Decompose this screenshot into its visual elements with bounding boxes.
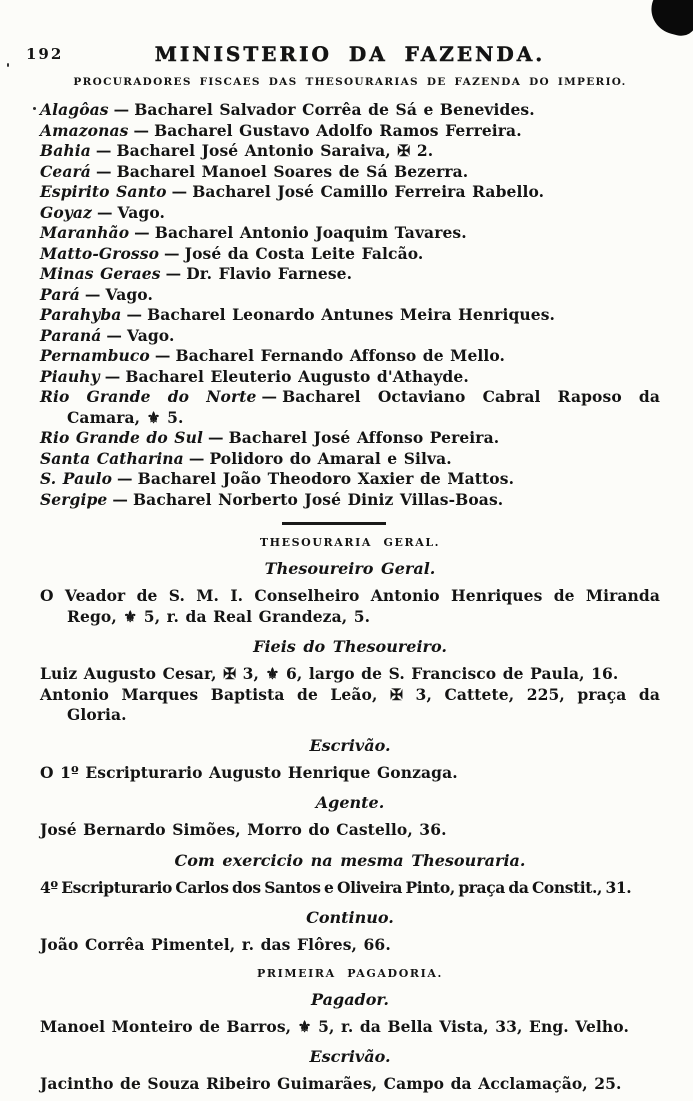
role-heading: Thesoureiro Geral. xyxy=(264,559,436,578)
province-name: Rio Grande do Sul xyxy=(40,428,203,447)
province-entry xyxy=(40,326,660,347)
subsection-continuo xyxy=(40,908,660,956)
province-name: Pará xyxy=(40,284,80,304)
dash: — xyxy=(117,469,133,488)
person-line: O 1º Escripturario Augusto Henrique Gonzaga. xyxy=(40,762,458,782)
dash: — xyxy=(261,387,278,406)
dash: — xyxy=(96,202,113,222)
dash: — xyxy=(104,366,121,386)
entry-text: Bacharel Norberto José Diniz Villas-Boas. xyxy=(132,489,504,509)
dash: — xyxy=(112,489,128,509)
entry-text: Bacharel José Camillo Ferreira Rabello. xyxy=(192,182,545,201)
dash: — xyxy=(95,161,112,181)
province-entry xyxy=(40,387,660,428)
person-line: Jacintho de Souza Ribeiro Guimarães, Campo da Acclamação, 25. xyxy=(40,1074,622,1093)
entry-text: Vago. xyxy=(127,325,175,345)
dash: — xyxy=(164,243,180,263)
province-entry xyxy=(40,346,660,367)
province-entry xyxy=(40,305,660,326)
province-entry xyxy=(40,162,660,183)
subsection-pagador xyxy=(40,990,660,1038)
entry-text: Vago. xyxy=(117,202,165,222)
subsection-escrivao-2 xyxy=(40,1047,660,1095)
entry-text: Bacharel Fernando Affonso de Mello. xyxy=(175,346,506,365)
dash: — xyxy=(154,346,171,365)
subsection-agente xyxy=(40,793,660,841)
province-name: Paraná xyxy=(40,325,102,345)
province-name: Goyaz xyxy=(40,202,92,222)
dash: — xyxy=(113,100,130,119)
province-entry xyxy=(40,490,660,511)
province-name: Maranhão xyxy=(40,223,130,242)
subsection-fieis-do-thesoureiro xyxy=(40,637,660,726)
province-name: Alagôas xyxy=(40,100,109,119)
page-number: 192 xyxy=(26,45,64,63)
dash: — xyxy=(171,182,188,201)
province-entry xyxy=(40,428,660,449)
province-name: Bahia xyxy=(40,141,91,160)
dash: — xyxy=(126,305,143,324)
entry-text: Bacharel Manoel Soares de Sá Bezerra. xyxy=(116,161,469,181)
person-line: 4º Escripturario Carlos dos Santos e Oliveira Pinto, praça da Constit., 31. xyxy=(40,877,632,897)
province-name: Matto-Grosso xyxy=(40,243,160,263)
person-line: O Veador de S. M. I. Conselheiro Antonio Henriques de Miranda Rego, ⚜ 5, r. da Real Grandeza, 5. xyxy=(40,586,660,626)
section-title-procuradores: PROCURADORES FISCAES DAS THESOURARIAS DE FAZENDA DO IMPERIO. xyxy=(73,76,627,88)
subsection-com-exercicio xyxy=(40,851,660,899)
province-entry xyxy=(40,367,660,388)
dash: — xyxy=(84,284,101,304)
province-entry xyxy=(40,203,660,224)
page-header xyxy=(26,42,660,66)
province-entry xyxy=(40,182,660,203)
person-line: João Corrêa Pimentel, r. das Flôres, 66. xyxy=(40,935,391,954)
role-heading: Pagador. xyxy=(311,989,389,1009)
dash: — xyxy=(106,325,123,345)
entry-text: Bacharel Antonio Joaquim Tavares. xyxy=(154,223,467,242)
person-line: Luiz Augusto Cesar, ✠ 3, ⚜ 6, largo de S. Francisco de Paula, 16. xyxy=(40,664,619,683)
role-heading: Escrivão. xyxy=(309,1047,391,1066)
role-heading: Com exercicio na mesma Thesouraria. xyxy=(174,850,526,870)
province-entry xyxy=(40,469,660,490)
section-heading-primeira-pagadoria: PRIMEIRA PAGADORIA. xyxy=(257,966,443,980)
section-heading-thesouraria-geral: THESOURARIA GERAL. xyxy=(259,536,441,549)
dash: — xyxy=(188,448,205,468)
entry-text: Bacharel Leonardo Antunes Meira Henriques. xyxy=(147,305,556,324)
entry-text: Bacharel Salvador Corrêa de Sá e Benevides. xyxy=(134,100,535,119)
province-name: Santa Catharina xyxy=(40,448,184,468)
province-entry xyxy=(40,141,660,162)
province-name: Espirito Santo xyxy=(40,182,167,201)
entry-text: Bacharel José Antonio Saraiva, ✠ 2. xyxy=(116,141,434,160)
person-line: José Bernardo Simões, Morro do Castello, 36. xyxy=(40,820,447,839)
person-line: Antonio Marques Baptista de Leão, ✠ 3, Cattete, 225, praça da Gloria. xyxy=(40,684,660,724)
page-title: MINISTERIO DA FAZENDA. xyxy=(154,42,546,66)
province-name: Ceará xyxy=(40,161,91,181)
province-name: Parahyba xyxy=(40,305,122,324)
province-name: Rio Grande do Norte xyxy=(40,387,257,406)
province-name: Amazonas xyxy=(40,120,129,140)
entry-text: Dr. Flavio Farnese. xyxy=(186,264,353,283)
province-name: Piauhy xyxy=(40,366,100,386)
province-name: Pernambuco xyxy=(40,346,150,365)
province-entry xyxy=(40,121,660,142)
dash: — xyxy=(133,120,150,140)
entry-text: José da Costa Leite Falcão. xyxy=(184,243,424,263)
section-divider-rule xyxy=(282,522,386,525)
subsection-thesoureiro-geral xyxy=(40,559,660,627)
role-heading: Continuo. xyxy=(306,908,394,927)
dash: — xyxy=(95,141,112,160)
province-name: Minas Geraes xyxy=(40,264,161,283)
dash: — xyxy=(134,223,150,242)
person-line: Manoel Monteiro de Barros, ⚜ 5, r. da Bella Vista, 33, Eng. Velho. xyxy=(40,1016,629,1036)
province-name: S. Paulo xyxy=(40,469,113,488)
entry-text: Bacharel Gustavo Adolfo Ramos Ferreira. xyxy=(154,120,522,140)
entry-text: Bacharel João Theodoro Xaxier de Mattos. xyxy=(137,469,515,488)
entry-text: Bacharel Octaviano Cabral Raposo da Camara, ⚜ 5. xyxy=(67,387,660,427)
dash: — xyxy=(207,428,224,447)
province-entry xyxy=(40,223,660,244)
province-entry xyxy=(40,264,660,285)
province-entry xyxy=(40,449,660,470)
entry-text: Bacharel Eleuterio Augusto d'Athayde. xyxy=(125,366,469,386)
procuradores-list xyxy=(40,100,660,510)
entry-text: Bacharel José Affonso Pereira. xyxy=(228,428,500,447)
province-entry xyxy=(40,244,660,265)
entry-text: Polidoro do Amaral e Silva. xyxy=(209,448,452,468)
role-heading: Agente. xyxy=(315,793,385,812)
entry-text: Vago. xyxy=(105,284,153,304)
province-entry xyxy=(40,100,660,121)
role-heading: Fieis do Thesoureiro. xyxy=(253,637,447,656)
subsection-escrivao-1 xyxy=(40,736,660,784)
province-entry xyxy=(40,285,660,306)
role-heading: Escrivão. xyxy=(309,735,391,755)
dash: — xyxy=(165,264,182,283)
province-name: Sergipe xyxy=(40,489,108,509)
